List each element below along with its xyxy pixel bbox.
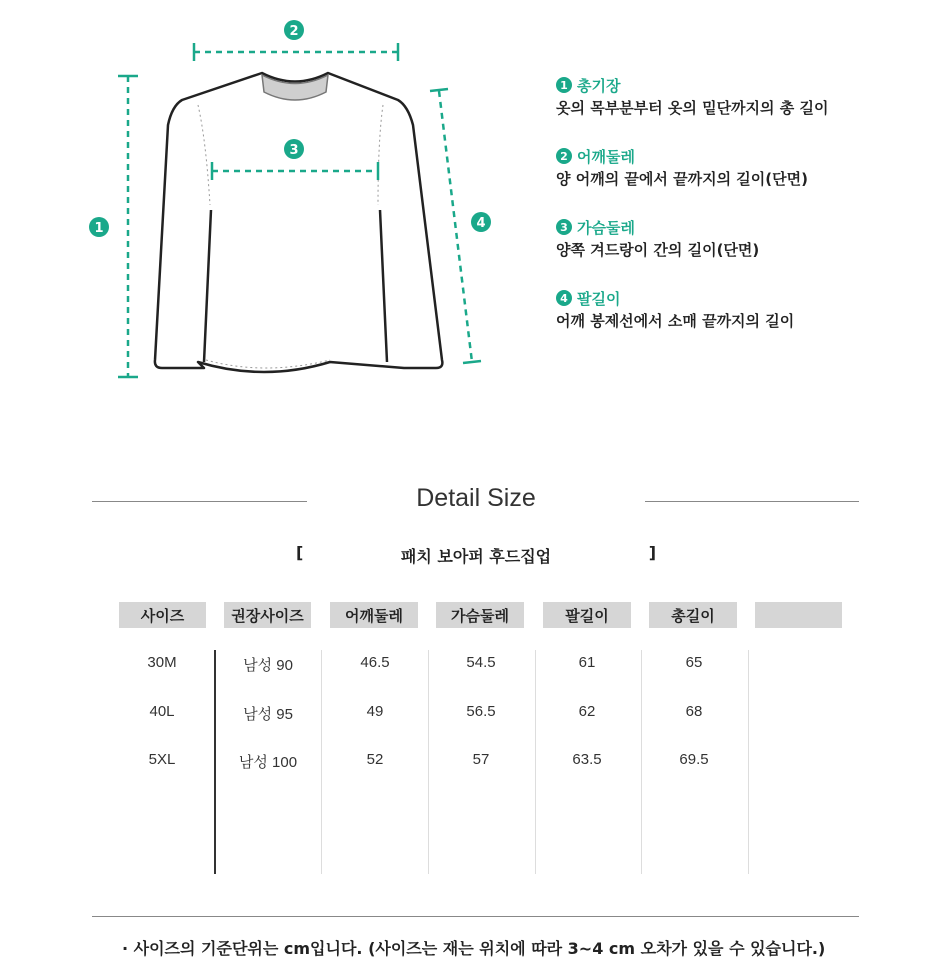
header-shoulder: 어깨둘레 bbox=[330, 602, 418, 628]
collar-rib bbox=[262, 75, 328, 100]
marker-3-label: 3 bbox=[289, 143, 299, 158]
marker-1-label: 1 bbox=[94, 221, 104, 236]
legend-title: 어깨둘레 bbox=[577, 147, 635, 166]
header-size: 사이즈 bbox=[119, 602, 206, 628]
table-cell: 52 bbox=[366, 751, 384, 768]
table-cell: 남성 90 bbox=[243, 657, 293, 674]
table-cell: 남성 100 bbox=[238, 754, 298, 771]
legend-desc: 양쪽 겨드랑이 간의 길이(단면) bbox=[556, 241, 760, 259]
legend-item-sleeve bbox=[556, 287, 936, 358]
legend-item-total-length bbox=[556, 74, 936, 145]
table-cell: 49 bbox=[366, 703, 384, 720]
column-separator bbox=[748, 650, 749, 874]
size-note: · 사이즈의 기준단위는 cm입니다. (사이즈는 재는 위치에 따라 3~4 cm 오차가 있을 수 있습니다.) bbox=[122, 939, 826, 958]
column-separator bbox=[321, 650, 322, 874]
number-3-icon: 3 bbox=[556, 219, 572, 235]
table-cell: 5XL bbox=[148, 751, 176, 768]
table-cell: 30M bbox=[147, 654, 177, 671]
table-cell: 63.5 bbox=[572, 751, 602, 768]
marker-2 bbox=[284, 20, 304, 40]
table-cell: 54.5 bbox=[466, 654, 496, 671]
header-blank bbox=[755, 602, 842, 628]
marker-4-label: 4 bbox=[476, 216, 486, 231]
product-name: 패치 보아퍼 후드집업 bbox=[400, 547, 552, 566]
marker-4 bbox=[471, 212, 491, 232]
legend-desc: 옷의 목부분부터 옷의 밑단까지의 총 길이 bbox=[556, 99, 829, 117]
number-1-icon: 1 bbox=[556, 77, 572, 93]
measurement-legend bbox=[556, 74, 936, 358]
bracket-open: [ bbox=[296, 543, 304, 562]
table-cell: 61 bbox=[578, 654, 596, 671]
sweater-illustration bbox=[155, 73, 443, 372]
section-title: Detail Size bbox=[416, 484, 536, 512]
table-cell: 남성 95 bbox=[243, 706, 293, 723]
legend-item-chest bbox=[556, 216, 936, 287]
sleeve-line bbox=[439, 91, 472, 362]
product-name-bar bbox=[296, 543, 656, 569]
table-bottom-rule bbox=[92, 916, 859, 917]
marker-2-label: 2 bbox=[289, 24, 299, 39]
legend-desc: 양 어깨의 끝에서 끝까지의 길이(단면) bbox=[556, 170, 808, 188]
sleeve-cap-bottom bbox=[463, 361, 481, 363]
number-2-icon: 2 bbox=[556, 148, 572, 164]
header-chest: 가슴둘레 bbox=[436, 602, 524, 628]
table-cell: 46.5 bbox=[360, 654, 390, 671]
number-4-icon: 4 bbox=[556, 290, 572, 306]
marker-3 bbox=[284, 139, 304, 159]
table-cell: 56.5 bbox=[466, 703, 496, 720]
legend-title: 총기장 bbox=[577, 76, 621, 95]
column-separator bbox=[428, 650, 429, 874]
header-recommended-size: 권장사이즈 bbox=[224, 602, 311, 628]
column-separator bbox=[535, 650, 536, 874]
table-cell: 62 bbox=[578, 703, 596, 720]
table-cell: 69.5 bbox=[679, 751, 709, 768]
garment-diagram bbox=[0, 0, 520, 400]
column-separator bbox=[641, 650, 642, 874]
sleeve-cap-top bbox=[430, 89, 448, 91]
legend-title: 가슴둘레 bbox=[577, 218, 635, 237]
legend-item-shoulder bbox=[556, 145, 936, 216]
table-cell: 57 bbox=[472, 751, 490, 768]
table-cell: 65 bbox=[685, 654, 703, 671]
header-sleeve: 팔길이 bbox=[543, 602, 631, 628]
legend-title: 팔길이 bbox=[577, 289, 621, 308]
header-total-length: 총길이 bbox=[649, 602, 737, 628]
marker-1 bbox=[89, 217, 109, 237]
column-separator bbox=[214, 650, 216, 874]
bracket-close: ] bbox=[648, 543, 656, 562]
table-cell: 68 bbox=[685, 703, 703, 720]
table-cell: 40L bbox=[149, 703, 175, 720]
legend-desc: 어깨 봉제선에서 소매 끝까지의 길이 bbox=[556, 312, 795, 330]
